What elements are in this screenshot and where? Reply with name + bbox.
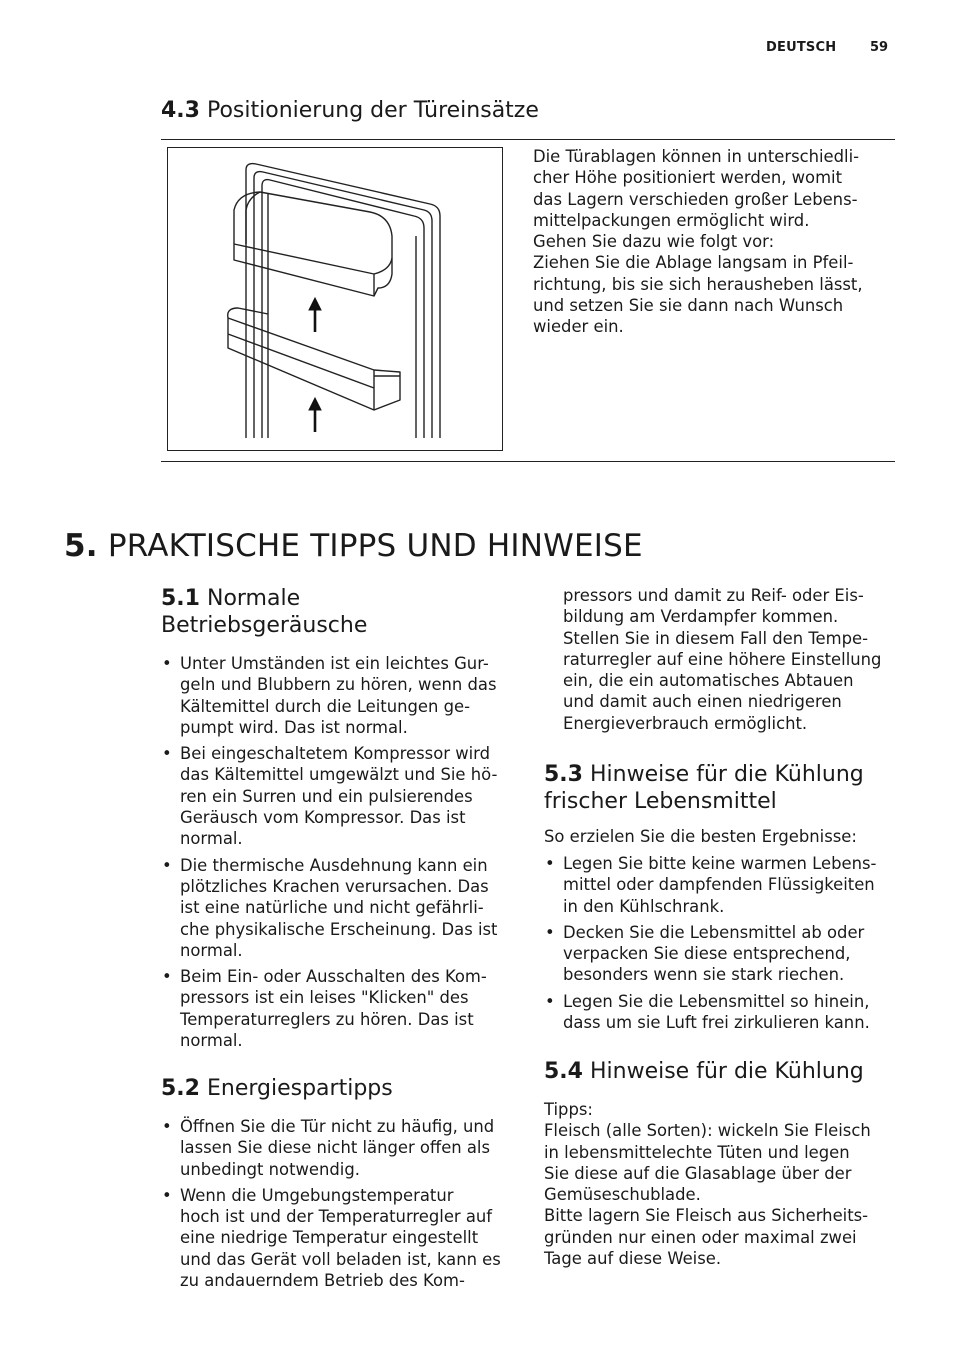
section-5-4-paragraph	[544, 1099, 904, 1269]
section-title-line: Hinweise für die Kühlung	[589, 762, 864, 787]
text-line: mittelpackungen ermöglicht wird.	[533, 210, 810, 230]
text-line: Geräusch vom Kompressor. Das ist	[180, 808, 466, 828]
text-line: bildung am Verdampfer kommen.	[563, 607, 839, 627]
list-item	[161, 1116, 521, 1180]
text-line: ren ein Surren und ein pulsierendes	[180, 786, 473, 806]
text-line: normal.	[180, 1031, 243, 1051]
lower-bin-front	[228, 308, 374, 410]
text-line: raturregler auf eine höhere Einstellung	[563, 649, 882, 669]
text-line: ist eine natürliche und nicht gefährli-	[180, 898, 484, 918]
section-number: 5.2	[161, 1076, 200, 1101]
chapter-5-heading	[64, 526, 643, 566]
section-number: 4.3	[161, 98, 200, 123]
text-line: • Bei eingeschaltetem Kompressor wird	[180, 744, 491, 764]
text-line: in den Kühlschrank.	[563, 896, 725, 916]
text-line: Tipps:	[544, 1100, 593, 1119]
text-line: Fleisch (alle Sorten): wickeln Sie Fleisch	[544, 1121, 871, 1141]
text-line: unbedingt notwendig.	[180, 1159, 360, 1179]
section-4-3-paragraph	[533, 146, 898, 338]
upper-arrow-head	[309, 298, 321, 310]
text-line: Tage auf diese Weise.	[544, 1249, 722, 1269]
text-line: in lebensmittelechte Tüten und legen	[544, 1142, 850, 1162]
section-title: Hinweise für die Kühlung	[589, 1059, 864, 1084]
text-line: • Decken Sie die Lebensmittel ab oder	[563, 922, 865, 942]
top-rule	[161, 139, 895, 140]
text-line: Bitte lagern Sie Fleisch aus Sicherheits-	[544, 1206, 869, 1226]
text-line: Kältemittel durch die Leitungen ge-	[180, 696, 470, 716]
text-line: Sie diese auf die Glasablage über der	[544, 1163, 852, 1183]
door-shelf-drawing	[168, 148, 502, 450]
upper-bin-side	[246, 192, 260, 244]
lower-arrow-head	[309, 398, 321, 410]
section-title-line: Normale	[206, 586, 301, 611]
text-line: Ziehen Sie die Ablage langsam in Pfeil-	[533, 253, 854, 273]
text-line: und setzen Sie sie dann nach Wunsch	[533, 296, 844, 316]
text-line: geln und Blubbern zu hören, wenn das	[180, 675, 497, 695]
text-line: che physikalische Erscheinung. Das ist	[180, 919, 498, 939]
upper-bin-front	[234, 244, 374, 296]
list-item	[161, 855, 521, 961]
text-line: das Kältemittel umgewälzt und Sie hö-	[180, 765, 498, 785]
text-line: gründen nur einen oder maximal zwei	[544, 1227, 857, 1247]
text-line: • Beim Ein- oder Ausschalten des Kom-	[180, 967, 487, 987]
door-frame-innermost	[268, 194, 416, 438]
lower-bin-edge	[374, 370, 400, 388]
text-line: wieder ein.	[533, 317, 624, 337]
text-line: normal.	[180, 940, 243, 960]
bottom-rule	[161, 461, 895, 462]
upper-bin-curve	[374, 258, 392, 274]
section-5-2-continuation	[563, 585, 903, 734]
text-line: Gemüseschublade.	[544, 1185, 701, 1205]
section-number: 5.4	[544, 1059, 583, 1084]
section-5-1-heading	[161, 585, 367, 639]
list-item	[161, 743, 521, 849]
text-line: Energieverbrauch ermöglicht.	[563, 713, 808, 733]
text-line: und das Gerät voll beladen ist, kann es	[180, 1249, 501, 1269]
section-5-3-intro: So erzielen Sie die besten Ergebnisse:	[544, 827, 857, 846]
list-item	[544, 853, 904, 917]
text-line: • Die thermische Ausdehnung kann ein	[180, 855, 488, 875]
section-title: Energiespartipps	[206, 1076, 393, 1101]
text-line: dass um sie Luft frei zirkulieren kann.	[563, 1013, 870, 1033]
text-line: mittel oder dampfenden Flüssigkeiten	[563, 875, 875, 895]
text-line: plötzliches Krachen verursachen. Das	[180, 876, 489, 896]
text-line: pressors und damit zu Reif- oder Eis-	[563, 586, 864, 605]
section-title-line: Betriebsgeräusche	[161, 613, 368, 638]
text-line: das Lagern verschieden großer Lebens-	[533, 189, 858, 209]
text-line: cher Höhe positioniert werden, womit	[533, 168, 843, 188]
section-4-3-heading	[161, 97, 539, 124]
text-line: eine niedrige Temperatur eingestellt	[180, 1228, 479, 1248]
door-frame-middle	[254, 172, 432, 438]
section-5-1-list	[161, 653, 521, 1056]
door-shelf-illustration	[167, 147, 503, 451]
list-item	[161, 1185, 521, 1291]
text-line: Stellen Sie in diesem Fall den Tempe-	[563, 628, 869, 648]
text-line: hoch ist und der Temperaturregler auf	[180, 1207, 493, 1227]
text-line: pressors ist ein leises "Klicken" des	[180, 988, 469, 1008]
section-number: 5.3	[544, 762, 583, 787]
list-item	[161, 653, 521, 738]
text-line: • Legen Sie die Lebensmittel so hinein,	[563, 991, 870, 1011]
text-line: • Öffnen Sie die Tür nicht zu häufig, und	[180, 1117, 495, 1136]
section-title: Positionierung der Türeinsätze	[206, 98, 539, 123]
text-line: verpacken Sie diese entsprechend,	[563, 944, 851, 964]
text-line: pumpt wird. Das ist normal.	[180, 717, 408, 737]
list-item	[544, 991, 904, 1034]
text-line: Temperaturreglers zu hören. Das ist	[180, 1009, 474, 1029]
chapter-number: 5.	[64, 528, 98, 564]
section-5-2-heading	[161, 1075, 393, 1102]
text-line: zu andauerndem Betrieb des Kom-	[180, 1271, 465, 1291]
list-item	[161, 966, 521, 1051]
page-number: 59	[870, 40, 889, 55]
section-5-3-heading	[544, 761, 864, 815]
section-5-4-heading	[544, 1058, 864, 1085]
chapter-title: PRAKTISCHE TIPPS UND HINWEISE	[107, 528, 643, 564]
section-title-line: frischer Lebensmittel	[544, 789, 777, 814]
text-line: Die Türablagen können in unterschiedli-	[533, 147, 860, 166]
text-line: ein, die ein automatisches Abtauen	[563, 671, 854, 691]
section-number: 5.1	[161, 586, 200, 611]
text-line: • Wenn die Umgebungstemperatur	[180, 1185, 454, 1205]
text-line: und damit auch einen niedrigeren	[563, 692, 842, 712]
text-line: richtung, bis sie sich herausheben lässt,	[533, 274, 863, 294]
list-item	[544, 922, 904, 986]
section-5-3-list	[544, 853, 904, 1038]
text-line: • Legen Sie bitte keine warmen Lebens-	[563, 854, 877, 873]
header-language: DEUTSCH	[766, 40, 837, 55]
section-5-2-list	[161, 1116, 521, 1296]
text-line: normal.	[180, 829, 243, 849]
text-line: Gehen Sie dazu wie folgt vor:	[533, 232, 775, 252]
text-line: lassen Sie diese nicht länger offen als	[180, 1138, 491, 1158]
text-line: besonders wenn sie stark riechen.	[563, 965, 845, 985]
text-line: • Unter Umständen ist ein leichtes Gur-	[180, 654, 489, 673]
